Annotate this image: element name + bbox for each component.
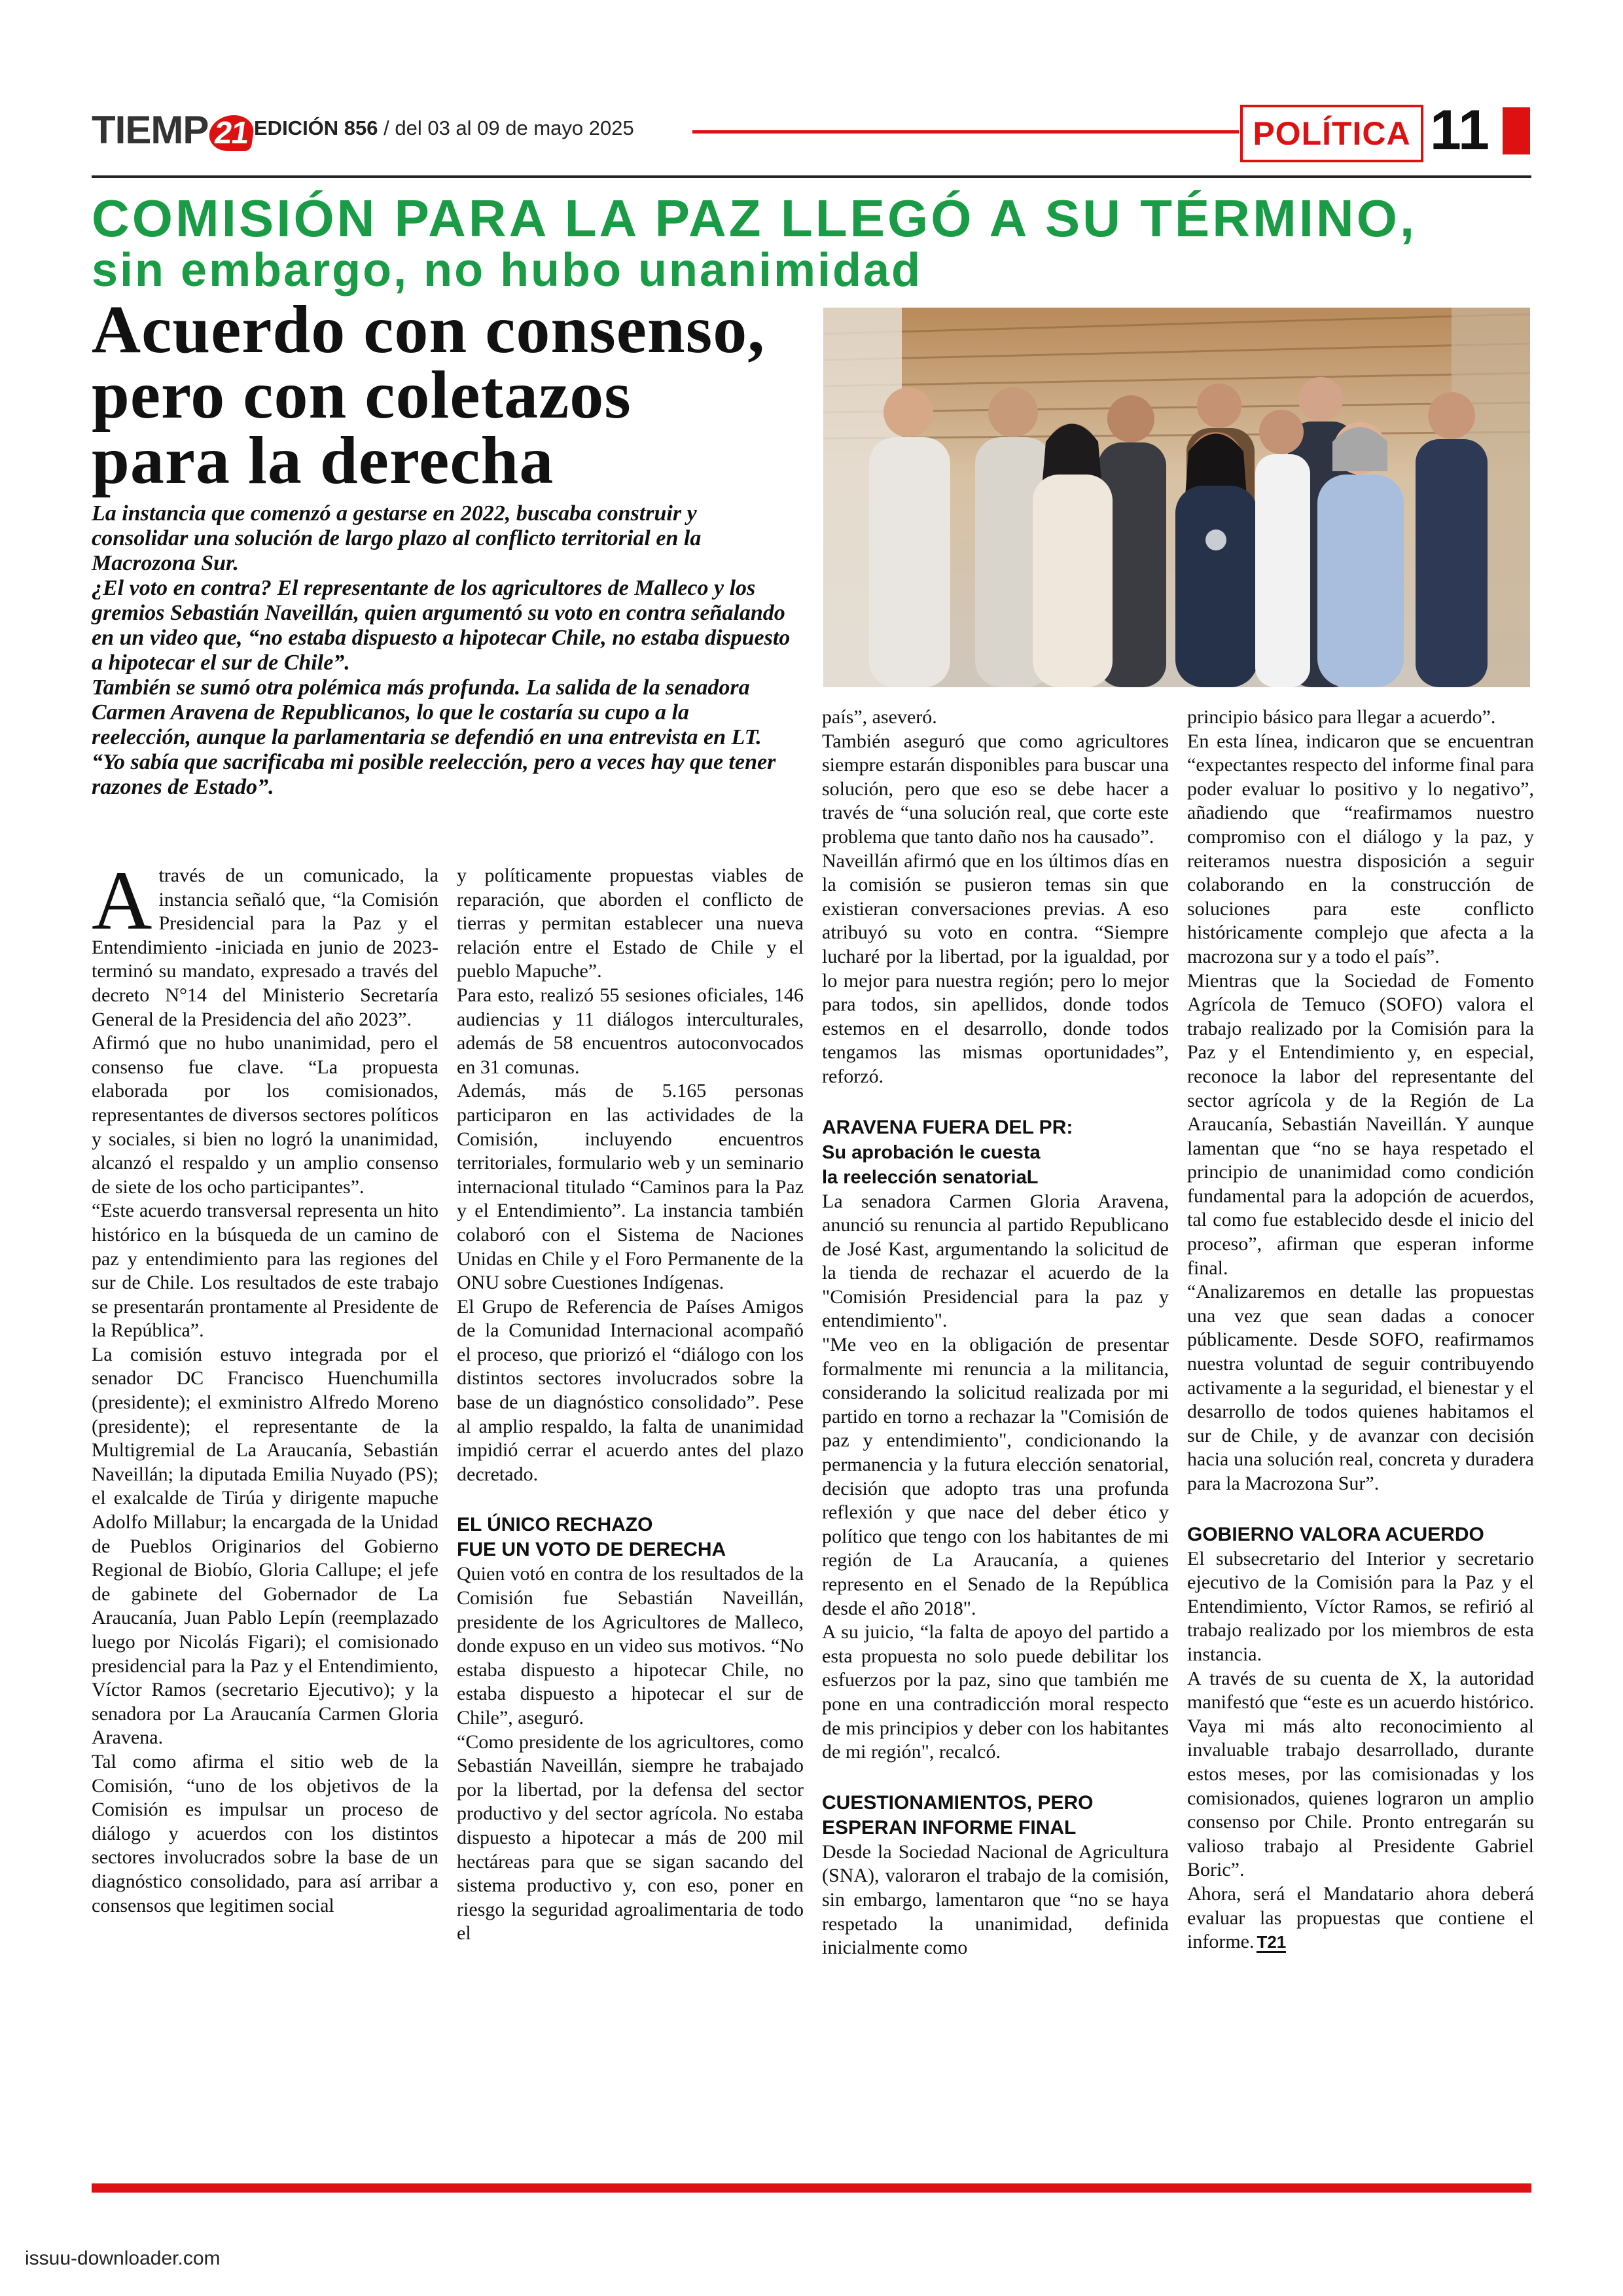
paragraph: Afirmó que no hubo unanimidad, pero el consenso fue clave. “La propuesta elaborada por los comisionados, representantes de diversos sectores políticos y sociales, si bien no logró la unanimidad, alcanzó el respaldo y un amplio consenso de siete de los ocho participantes”.	[92, 1032, 438, 1198]
deck-paragraph: La instancia que comenzó a gestarse en 2022, buscaba construir y consolidar una solución de largo plazo al conflicto territorial en la Macrozona Sur.	[92, 501, 702, 575]
paragraph: Para esto, realizó 55 sesiones oficiales, 146 audiencias y 11 diálogos interculturales, además de 58 encuentros autoconvocados en 31 comunas.	[457, 984, 804, 1078]
group-photo	[823, 308, 1530, 687]
page-number: 11	[1430, 99, 1489, 162]
paragraph: Naveillán afirmó que en los últimos días en la comisión se pusieron temas sin que existieran conversaciones previas. A eso atribuyó su voto en contra. “Siempre lucharé por la libertad, por la igualdad, por lo mejor para nuestra región; pero lo mejor para todos, sin apellidos, donde todos estemos en el desarrollo, donde todos tengamos las mismas oportunidades”, reforzó.	[822, 850, 1169, 1087]
deck	[92, 501, 792, 800]
paragraph: El Grupo de Referencia de Países Amigos de la Comunidad Internacional acompañó el proceso, que priorizó el “diálogo con los distintos sectores involucrados sobre la base de un diagnóstico consolidado”. Pese al amplio respaldo, la falta de unanimidad impidió cerrar el acuerdo antes del plazo decretado.	[457, 1295, 804, 1485]
headline	[92, 292, 812, 498]
paragraph: Através de un comunicado, la instancia señaló que, “la Comisión Presidencial para la Paz y el Entendimiento -iniciada en junio de 2023- terminó su mandato, expresado a través del decreto N°14 del Ministerio Secretaría General de la Presidencia del año 2023”.	[92, 854, 438, 1030]
paragraph: El subsecretario del Interior y secretario ejecutivo de la Comisión para la Paz y el Entendimiento, Víctor Ramos, se refirió al trabajo realizado por los miembros de esta instancia.	[1187, 1547, 1534, 1665]
article-column-2	[457, 864, 804, 1946]
deck-paragraph: ¿El voto en contra? El representante de los agricultores de Malleco y los gremios Sebastián Naveillán, quien argumentó su voto en contra señalando en un video que, “no estaba dispuesto a hipotecar Chile, no estaba dispuesto a hipotecar el sur de Chile”.	[92, 576, 791, 675]
article-column-4	[1187, 706, 1534, 1954]
paragraph: país”, aseveró.	[822, 706, 937, 728]
subheading: GOBIERNO VALORA ACUERDO	[1187, 1523, 1484, 1545]
edition-number: EDICIÓN 856	[254, 117, 378, 139]
paragraph: Mientras que la Sociedad de Fomento Agrícola de Temuco (SOFO) valora el trabajo realizado por la Comisión para la Paz y el Entendimiento y, en especial, reconoce la labor del representante del sector agrícola y de la Región de La Araucanía, Sebastián Naveillán. Y aunque lamentan que “no se haya respetado el principio de unanimidad como condición fundamental para la adopción de acuerdos, tal como fue establecido desde el inicio del proceso”, afirman que esperan informe final.	[1187, 969, 1534, 1279]
headline-line-2: pero con coletazos	[92, 357, 632, 433]
paragraph: En esta línea, indicaron que se encuentran “expectantes respecto del informe final para poder evaluar lo positivo y lo negativo”, añadiendo que “reafirmamos nuestro compromiso con el diálogo y la paz, y reiteramos nuestra disposición a seguir colaborando en la construcción de soluciones para este conflicto históricamente complejo que afecta a la macrozona sur y a todo el país”.	[1187, 730, 1534, 967]
source-watermark: issuu-downloader.com	[25, 2248, 221, 2269]
article-column-3	[822, 706, 1169, 1960]
newspaper-logo: TIEMP 21	[92, 107, 254, 152]
article-column-1	[92, 854, 438, 1918]
paragraph: También aseguró que como agricultores siempre estarán disponibles para buscar una solución, pero que eso se debe hacer a través de “una solución real, que corte este problema que tanto daño nos ha causado”.	[822, 730, 1169, 848]
page-number-marker	[1503, 107, 1530, 154]
paragraph: Desde la Sociedad Nacional de Agricultura (SNA), valoraron el trabajo de la comisión, sin embargo, lamentaron que “no se haya respetado la unanimidad, definida inicialmente como	[822, 1840, 1169, 1959]
deck-paragraph: También se sumó otra polémica más profunda. La salida de la senadora Carmen Aravena de Republicanos, lo que le costaría su cupo a la reelección, aunque la parlamentaria se defendió en una entrevista en LT. “Yo sabía que sacrificaba mi posible reelección, pero a veces hay que tener razones de Estado”.	[92, 675, 776, 799]
headline-line-3: para la derecha	[92, 423, 554, 498]
paragraph: La comisión estuvo integrada por el senador DC Francisco Huenchumilla (presidente); el exministro Alfredo Moreno (presidente); el representante de la Multigremial de La Araucanía, Sebastián Naveillán; la diputada Emilia Nuyado (PS); el exalcalde de Tirúa y dirigente mapuche Adolfo Millabur; la encargada de la Unidad de Pueblos Originarios del Gobierno Regional de Biobío, Gloria Callupe; el jefe de gabinete del Gobernador de La Araucanía, Juan Pablo Lepín (reemplazado luego por Nicolás Figari); el comisionado presidencial para la Paz y el Entendimiento, Víctor Ramos (secretario Ejecutivo); y la senadora por La Araucanía Carmen Gloria Aravena.	[92, 1343, 438, 1749]
kicker-line-2: sin embargo, no hubo unanimidad	[92, 244, 923, 296]
end-mark: T21	[1257, 1932, 1287, 1952]
logo-badge: 21	[207, 115, 256, 151]
paragraph: principio básico para llegar a acuerdo”.	[1187, 706, 1496, 728]
bottom-rule	[92, 2183, 1531, 2193]
paragraph: Ahora, será el Mandatario ahora deberá evaluar las propuestas que contiene el informe. T21	[1187, 1882, 1534, 1953]
paragraph: Quien votó en contra de los resultados de la Comisión fue Sebastián Naveillán, presidente de los Agricultores de Malleco, donde expuso en un video sus motivos. “No estaba dispuesto a hipotecar Chile, no estaba dispuesto a hipotecar el sur de Chile”, aseguró.	[457, 1563, 804, 1729]
subheading: CUESTIONAMIENTOS, PERO ESPERAN INFORME FINAL	[822, 1791, 1094, 1839]
paragraph: A su juicio, “la falta de apoyo del partido a esta propuesta no solo puede debilitar los esfuerzos por la paz, sino que también me pone en una contradicción moral respecto de mis principios y deber con los habitantes de mi región", recalcó.	[822, 1621, 1169, 1763]
edition-dates: / del 03 al 09 de mayo 2025	[378, 117, 634, 139]
top-divider	[92, 175, 1531, 178]
paragraph: “Como presidente de los agricultores, como Sebastián Naveillán, siempre he trabajado por la libertad, por la defensa del sector productivo y del sector agrícola. No estaba dispuesto a hipotecar a más de 200 mil hectáreas para que se sigan sacando del sistema productivo y, con eso, poner en riesgo la seguridad agroalimentaria de todo el	[457, 1731, 804, 1945]
edition-info	[254, 117, 634, 140]
paragraph: Tal como afirma el sitio web de la Comisión, “uno de los objetivos de la Comisión es impulsar un proceso de diálogo y acuerdos con los distintos sectores involucrados sobre la base de un diagnóstico consolidado, para así arribar a consensos que legitimen social	[92, 1750, 438, 1916]
section-tag: POLÍTICA	[1240, 105, 1423, 162]
paragraph: Además, más de 5.165 personas participaron en las actividades de la Comisión, incluyendo encuentros territoriales, formulario web y un seminario internacional titulado “Caminos para la Paz y el Entendimiento”. La instancia también colaboró con el Sistema de Naciones Unidas en Chile y el Foro Permanente de la ONU sobre Cuestiones Indígenas.	[457, 1080, 804, 1294]
header-rule	[692, 130, 1239, 134]
drop-cap: A	[92, 854, 152, 947]
headline-line-1: Acuerdo con consenso,	[92, 292, 766, 367]
paragraph: "Me veo en la obligación de presentar formalmente mi renuncia a la militancia, considerando la solicitud realizada por mi partido en torno a rechazar la "Comisión de paz y entendimiento", condicionando la permanencia y la futura elección senatorial, decisión que adopto tras una profunda reflexión y que nace del deber ético y político que tengo con los habitantes de mi región de La Araucanía, a quienes represento en el Senado de la República desde el año 2018".	[822, 1334, 1169, 1619]
kicker-line-1: COMISIÓN PARA LA PAZ LLEGÓ A SU TÉRMINO,	[92, 189, 1418, 247]
paragraph: “Este acuerdo transversal representa un hito histórico en la búsqueda de un camino de paz y entendimiento para las regiones del sur de Chile. Los resultados de este trabajo se presentarán prontamente al Presidente de la República”.	[92, 1200, 438, 1342]
paragraph: A través de su cuenta de X, la autoridad manifestó que “este es un acuerdo histórico. Vaya mi más alto reconocimiento al invaluable trabajo desarrollado, durante estos meses, por las comisionadas y los comisionados, quienes lograron un amplio consenso por Chile. Pronto entregarán su valioso trabajo al Presidente Gabriel Boric”.	[1187, 1667, 1534, 1881]
subheading: EL ÚNICO RECHAZO FUE UN VOTO DE DERECHA	[457, 1514, 726, 1561]
subheading: ARAVENA FUERA DEL PR: Su aprobación le cuesta la reelección senatoriaL	[822, 1116, 1073, 1188]
paragraph: La senadora Carmen Gloria Aravena, anunció su renuncia al partido Republicano de José Kast, argumentando la solicitud de la tienda de rechazar el acuerdo de la "Comisión Presidencial para la paz y entendimiento".	[822, 1190, 1169, 1332]
paragraph: y políticamente propuestas viables de reparación, que aborden el conflicto de tierras y permitan establecer una nueva relación entre el Estado de Chile y el pueblo Mapuche”.	[457, 865, 804, 982]
paragraph: “Analizaremos en detalle las propuestas una vez que sean dadas a conocer públicamente. Desde SOFO, reafirmamos nuestra voluntad de seguir contribuyendo activamente a la seguridad, el bienestar y el desarrollo de todos quienes habitamos el sur de Chile, y de avanzar con decisión hacia una solución real, concreta y duradera para la Macrozona Sur”.	[1187, 1281, 1534, 1494]
